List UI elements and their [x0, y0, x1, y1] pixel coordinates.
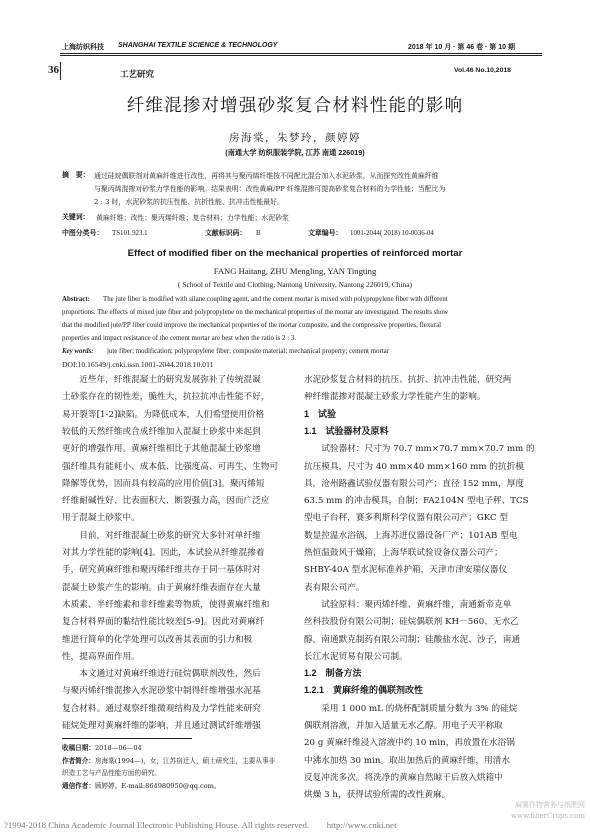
body-text-line: 种纤维混掺对混凝土砂浆力学性能产生的影响。	[304, 392, 486, 403]
body-text-line: 抗压模具，尺寸为 40 mm×40 mm×160 mm 的抗折模	[304, 461, 524, 472]
subsection-heading: 1.2.1 黄麻纤维的偶联剂改性	[304, 685, 424, 696]
footnote-text: 2018—06—04	[94, 744, 142, 752]
footnote-line	[62, 780, 294, 793]
abstract-cn-line: 2 : 3 时，水泥砂浆的抗压性能、抗折性能、抗冲击性能最好。	[94, 198, 284, 206]
volume-number: Vol.46 No.10,2018	[454, 67, 511, 74]
body-text-line: 本文通过对黄麻纤维进行硅烷偶联剂改性，然后	[62, 669, 261, 680]
body-text-line: 硅烷处理对黄麻纤维的影响，并且通过测试纤维增强	[62, 721, 261, 731]
body-text-line: 烘燥 3 h，获得试验所需的改性黄麻。	[304, 790, 451, 801]
footnote-label: 收稿日期：	[62, 744, 95, 752]
page-number: 36	[48, 64, 59, 76]
page-number-rule	[60, 62, 61, 80]
body-text-line: 强纤维具有能耗小、成本低、比强度高、可再生、生物可	[62, 461, 279, 472]
doc-code: B	[256, 230, 261, 237]
paper-title-en: Effect of modified fiber on the mechanical properties of reinforced mortar	[127, 248, 463, 259]
body-text-line: 与聚丙烯纤维混掺入水泥砂浆中制得纤维增强水泥基	[62, 686, 261, 697]
watermark: 麻赛作物营养与纸肥网 www.fiberCrops.com	[511, 801, 585, 820]
footnote-label: 通信作者：	[62, 782, 95, 791]
footnote-rule	[62, 738, 192, 739]
right-column	[304, 372, 544, 802]
body-text-line: 性，提高界面作用。	[62, 651, 140, 662]
body-text-line: 表有限公司产。	[304, 582, 365, 593]
paper-title-cn: 纤维混掺对增强砂浆复合材料性能的影响	[126, 96, 464, 116]
abstract-cn-line: 与聚丙烯混掺对砂浆力学性能的影响。结果表明：改性黄麻/PP 纤维混掺可提高砂浆复合材料的力学性能；当配比为	[94, 185, 446, 193]
body-text-line: 木质素、半纤维素和非纤维素等物质，使得黄麻纤维和	[62, 599, 270, 610]
journal-name-cn: 上海纺织科技	[62, 44, 104, 51]
body-text-line: 土砂浆存在的韧性差，脆性大，抗拉抗冲击性能不好，	[62, 392, 270, 403]
abstract-cn-line: 通过硅烷偶联剂对黄麻纤维进行改性，再将其与聚丙烯纤维按不同配比混合加入水泥砂浆，从而探究改性黄麻纤维	[94, 172, 439, 180]
issue-date: 2018 年 10 月 · 第 46 卷 · 第 10 期	[408, 44, 515, 51]
abstract-en-line: The jute fiber is modified with silane coupling agent, and the cement mortar is mixed with polypropylene fiber with different	[103, 296, 448, 303]
doi: DOI:10.16549/j.cnki.issn.1001-2044.2018.10.011	[62, 360, 214, 369]
subsection-heading: 1.2 制备方法	[304, 668, 362, 679]
body-text-line: 手，研究黄麻纤维和聚丙烯纤维共存于同一基体时对	[62, 565, 261, 576]
body-text-line: 近些年，纤维混凝土的研究发展弥补了传统混凝	[62, 375, 261, 385]
abstract-cn-label: 摘 要：	[62, 172, 90, 179]
affiliation-cn: (南通大学 纺织服装学院, 江苏 南通 226019)	[225, 148, 365, 157]
footnote-text: 顾婷婷。E-mail:864980950@qq.com。	[94, 782, 221, 791]
abstract-en-line: proportions. The effects of mixed jute fiber and polypropylene on the mechanical properties of the mortar are investigated. The results show	[62, 309, 449, 316]
body-text-line: 易开裂等[1-2]缺陷。为降低成本，人们希望使用价格	[62, 409, 265, 420]
journal-name-en: SHANGHAI TEXTILE SCIENCE & TECHNOLOGY	[118, 42, 278, 49]
authors-cn: 房海棠，朱梦玲，颜婷婷	[229, 132, 361, 144]
abstract-en-label: Abstract:	[62, 296, 90, 303]
affiliation-en: ( School of Textile and Clothing, Nantong University, Nantong 226019, China)	[178, 280, 412, 289]
body-text-line: 醇，南通默克制药有限公司制；硅酸盐水泥、沙子，南通	[304, 634, 521, 645]
authors-en: FANG Haitang, ZHU Mengling, YAN Tingting	[213, 266, 377, 276]
body-text-line: 混凝土砂浆产生的影响。由于黄麻纤维表面存在大量	[62, 582, 261, 593]
body-text-line: 降解等优势，因而具有较高的应用价值[3]。聚丙烯短	[62, 478, 265, 489]
section-name: 工艺研究	[120, 69, 155, 79]
body-text-line: 水泥砂浆复合材料的抗压、抗折、抗冲击性能，研究两	[304, 375, 512, 385]
left-column	[62, 372, 284, 731]
body-text-line: 丝科技股份有限公司制；硅烷偶联剂 KH－560、无水乙	[304, 617, 519, 628]
keywords-en-label: Key words:	[62, 348, 94, 355]
body-text-line: 长江水泥贸易有限公司制。	[304, 651, 408, 662]
header-rule-2	[60, 55, 542, 56]
clc-number: TS101.923.1	[112, 230, 148, 237]
abstract-en-line: that the modified jute/PP fiber could improve the mechanical properties of the mortar composite, and the compressive properties, flexural	[62, 322, 441, 329]
body-text-line: 更好的增强作用。黄麻纤维相比于其他混凝土砂浆增	[62, 444, 261, 455]
body-text-line: 对其力学性能的影响[4]。因此，本试验从纤维混掺着	[62, 548, 265, 558]
article-number: 1001-2044( 2018) 10-0036-04	[350, 230, 434, 237]
footnote-line	[62, 742, 294, 755]
copyright-footer: ?1994-2018 China Academic Journal Electronic Publishing House. All rights reserved. http://www.cnki.net	[4, 820, 397, 830]
abstract-en-line: properties and impact resistance of the cement mortar are best when the ratio is 2 : 3.	[62, 335, 297, 342]
body-text-line: 复合材料界面的黏结性能比较差[5-9]。因此对黄麻纤	[62, 617, 265, 628]
doc-code-label: 文献标识码：	[205, 230, 247, 237]
body-text-line: 具，沧州路鑫试验仪器有限公司产；直径 152 mm，厚度	[304, 478, 525, 489]
footnote-text: 房海棠(1994—)，女，江苏宿迁人，硕士研究生，主要从事非	[94, 756, 276, 765]
footnote-text: 织造工艺与产品性能方面的研究。	[62, 769, 161, 778]
body-text-line: 目前，对纤维混凝土砂浆的研究大多针对单纤维	[62, 530, 261, 541]
clc-label: 中图分类号：	[62, 230, 104, 237]
body-text-line: 较低的天然纤维或合成纤维加入混凝土砂浆中来起到	[62, 426, 261, 437]
body-text-line: 偶联剂溶液，并加入适量无水乙醇。用电子天平称取	[304, 721, 503, 731]
body-text-line: 采用 1 000 mL 的烧杯配制质量分数为 3% 的硅烷	[304, 703, 518, 714]
body-text-line: SHBY-40A 型水泥标准养护箱，天津市津安瑞仪器仪	[304, 565, 508, 576]
body-text-line: 试验原料：聚丙烯纤维、黄麻纤维，南通新帝克单	[304, 599, 512, 610]
footnote-line	[62, 767, 294, 780]
header-rule	[60, 53, 542, 54]
subsection-heading: 1.1 试验器材及原料	[304, 425, 389, 436]
article-number-label: 文章编号：	[308, 230, 343, 237]
footnote-label: 作者简介：	[62, 756, 95, 765]
section-heading: 1 试验	[304, 408, 337, 419]
body-text-line: 20 g 黄麻纤维浸入溶液中约 10 min，再放置在水浴锅	[304, 738, 515, 749]
body-text-line: 试验器材：尺寸为 70.7 mm×70.7 mm×70.7 mm 的	[304, 444, 535, 455]
keywords-cn: 黄麻纤维；改性；聚丙烯纤维；复合材料；力学性能；水泥砂浆	[96, 214, 289, 222]
body-text-line: 反复冲洗多次。将洗净的黄麻自然晾干后放入烘箱中	[304, 772, 503, 783]
keywords-cn-label: 关键词：	[62, 214, 90, 221]
keywords-en: jute fiber; modification; polypropylene fiber; composite material; mechanical property; cement mortar	[107, 348, 390, 355]
body-text-line: 中沸水加热 30 min。取出加热后的黄麻纤维，用清水	[304, 755, 511, 766]
body-text-line: 用于混凝土砂浆中。	[62, 513, 140, 524]
body-text-line: 数显控温水浴锅，上海苏进仪器设备厂产；101AB 型电	[304, 530, 518, 541]
body-text-line: 纤维耐碱性好、比表面积大、断裂强力高，因而广泛应	[62, 496, 270, 507]
body-text-line: 维进行简单的化学处理可以改善其表面的引力和极	[62, 634, 253, 645]
body-text-line: 热恒温鼓风干燥箱，上海华联试验设备仪器公司产；	[304, 548, 503, 558]
footnote-line	[62, 755, 294, 768]
body-text-line: 63.5 mm 的冲击模具，自制；FA2104N 型电子秤、TCS	[304, 496, 529, 507]
body-text-line: 复合材料。通过观察纤维微观结构及力学性能来研究	[62, 703, 261, 714]
body-text-line: 型电子台秤，赛多利斯科学仪器有限公司产；GKC 型	[304, 513, 509, 524]
